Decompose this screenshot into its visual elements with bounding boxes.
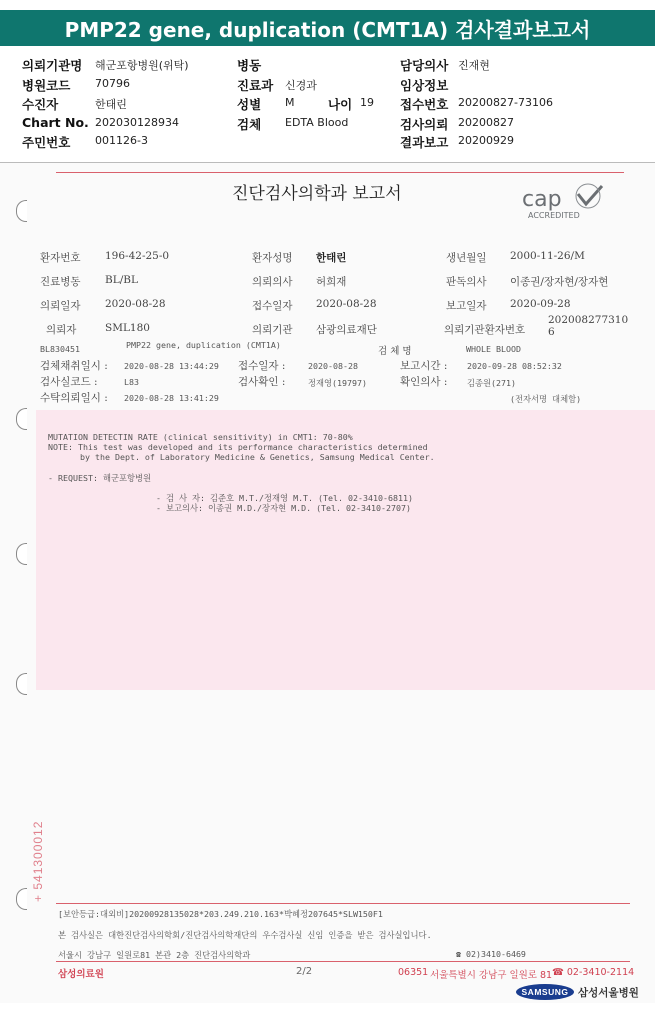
label-collection-time: 검체채취일시 : (40, 360, 108, 372)
punch-hole (16, 543, 27, 565)
label-receipt-date: 접수일자 (252, 300, 293, 312)
value-collection-time: 2020-08-28 13:44:29 (124, 361, 219, 371)
label-patient-name: 환자성명 (252, 252, 293, 264)
accreditation-note: 본 검사실은 대한진단검사의학회/진단검사의학재단의 우수검사실 신임 인증을 받은 검사실입니다. (58, 930, 432, 940)
value-requester: SML180 (105, 322, 150, 334)
footer-rule (56, 961, 630, 962)
footer-phone: ☎ 02-3410-2114 (552, 967, 635, 978)
value-specimen-name: WHOLE BLOOD (466, 344, 521, 354)
result-line-2: NOTE: This test was developed and its performance characteristics determined (48, 442, 428, 452)
page-number: 2/2 (296, 966, 313, 977)
label-specimen-name: 검 체 명 (378, 346, 412, 357)
value-resident-no: 001126-3 (95, 134, 148, 147)
lab-address: 서울시 강남구 일원로81 본관 2층 진단검사의학과 (58, 950, 251, 960)
label-hospital-code: 병원코드 (22, 78, 71, 93)
label-report-date: 보고일자 (446, 300, 487, 312)
label-chart-no: Chart No. (22, 115, 89, 130)
value-lab-code: L83 (124, 377, 139, 387)
value-report-time: 2020-09-28 08:52:32 (467, 361, 562, 371)
label-department: 진료과 (237, 78, 274, 93)
value-requesting-org: 해군포항병원(위탁) (95, 59, 189, 72)
report-title: PMP22 gene, duplication (CMT1A) 검사결과보고서 (0, 10, 655, 46)
label-patient-number: 환자번호 (40, 252, 81, 264)
footer-address: 서울특별시 강남구 일원로 81 (430, 970, 553, 981)
label-test-request: 검사의뢰 (400, 117, 449, 132)
value-sex: M (285, 96, 295, 109)
label-resident-no: 주민번호 (22, 135, 71, 150)
value-institution-patient-no-2: 6 (548, 326, 555, 338)
lab-phone: ☎ 02)3410-6469 (456, 949, 526, 959)
label-birth-date: 생년월일 (446, 252, 487, 264)
label-test-confirm: 검사확인 : (238, 376, 286, 388)
value-test-request: 20200827 (458, 116, 514, 129)
label-ward-code: 진료병동 (40, 276, 81, 288)
result-line-1: MUTATION DETECTIN RATE (clinical sensitivity) in CMT1: 70-80% (48, 432, 353, 442)
value-receipt-date: 2020-08-28 (316, 298, 377, 310)
top-rule (56, 172, 624, 173)
report-heading: 진단검사의학과 보고서 (232, 184, 402, 204)
punch-hole (16, 888, 27, 910)
label-ordering-doctor: 의뢰의사 (252, 276, 293, 288)
value-ordering-doctor: 허희재 (316, 276, 347, 288)
value-consign-time: 2020-08-28 13:41:29 (124, 393, 219, 403)
cap-logo-sub: ACCREDITED (528, 211, 580, 220)
test-name: PMP22 gene, duplication (CMT1A) (126, 340, 281, 350)
value-requesting-institution: 삼광의료재단 (316, 324, 377, 336)
request-line: - REQUEST: 해군포항병원 (48, 473, 152, 483)
value-reading-doctor: 이종권/장자현/장자현 (510, 276, 609, 288)
value-department: 신경과 (285, 79, 317, 92)
samsung-logo (516, 984, 574, 1000)
label-requesting-org: 의뢰기관명 (22, 58, 83, 73)
label-result-report: 결과보고 (400, 135, 449, 150)
label-receipt-no: 접수번호 (400, 97, 449, 112)
value-result-report: 20200929 (458, 134, 514, 147)
punch-hole (16, 200, 27, 222)
value-patient-name: 한태린 (316, 252, 347, 264)
label-patient: 수진자 (22, 97, 59, 112)
value-hospital-code: 70796 (95, 77, 130, 90)
label-ward: 병동 (237, 58, 262, 73)
label-physician: 담당의사 (400, 58, 449, 73)
value-patient: 한태린 (95, 98, 127, 111)
value-physician: 진재현 (458, 59, 490, 72)
label-requester: 의뢰자 (46, 324, 77, 336)
cap-logo-text: cap (522, 187, 562, 212)
punch-hole (16, 408, 27, 430)
value-birth-date: 2000-11-26/M (510, 250, 585, 262)
value-chart-no: 202030128934 (95, 116, 179, 129)
result-line-3: by the Dept. of Laboratory Medicine & Genetics, Samsung Medical Center. (80, 452, 435, 462)
label-lab-code: 검사실코드 : (40, 376, 98, 388)
value-specimen: EDTA Blood (285, 116, 349, 129)
label-consign-time: 수탁의뢰일시 : (40, 392, 108, 404)
value-receipt-no: 20200827-73106 (458, 96, 553, 109)
tester-line: - 검 사 자: 김준호 M.T./정재영 M.T. (Tel. 02-3410-6811) (156, 493, 413, 503)
label-institution-patient-no: 의뢰기관환자번호 (444, 324, 526, 336)
label-clinical-info: 임상정보 (400, 78, 449, 93)
cap-accredited-logo (520, 182, 610, 222)
value-patient-number: 196-42-25-0 (105, 250, 170, 262)
label-confirm-doctor: 확인의사 : (400, 376, 448, 388)
punch-hole (16, 673, 27, 695)
value-institution-patient-no-1: 202008277310 (548, 314, 629, 326)
value-age: 19 (360, 96, 374, 109)
value-report-date: 2020-09-28 (510, 298, 571, 310)
security-line: [보안등급:대외비]20200928135028*203.249.210.163*박혜정207645*SLW150F1 (58, 909, 383, 919)
hospital-name: 삼성서울병원 (578, 987, 639, 999)
label-report-time: 보고시간 : (400, 360, 448, 372)
footer-left-brand: 삼성의료원 (58, 969, 104, 980)
label-sex: 성별 (237, 97, 262, 112)
value-test-confirm: 정재영(19797) (308, 378, 368, 388)
value-order-date: 2020-08-28 (105, 298, 166, 310)
label-age: 나이 (328, 97, 353, 112)
label-specimen: 검체 (237, 117, 262, 132)
label-receipt-date-2: 접수일자 : (238, 360, 286, 372)
test-code: BL830451 (40, 344, 80, 354)
value-ward-code: BL/BL (105, 274, 138, 286)
value-confirm-doctor: 김종원(271) (467, 378, 517, 388)
e-signature-note: (전자서명 대체함) (510, 394, 582, 404)
label-requesting-institution: 의뢰기관 (252, 324, 293, 336)
samsung-logo-text: SAMSUNG (521, 987, 569, 997)
footer-zip: 06351 (398, 967, 429, 978)
label-order-date: 의뢰일자 (40, 300, 81, 312)
value-receipt-date-2: 2020-08-28 (308, 361, 358, 371)
reporter-line: - 보고의사: 이종권 M.D./장자현 M.D. (Tel. 02-3410-2707) (156, 503, 411, 513)
bottom-rule (56, 903, 630, 904)
vertical-serial-number: + 541300012 (31, 820, 45, 902)
label-reading-doctor: 판독의사 (446, 276, 487, 288)
